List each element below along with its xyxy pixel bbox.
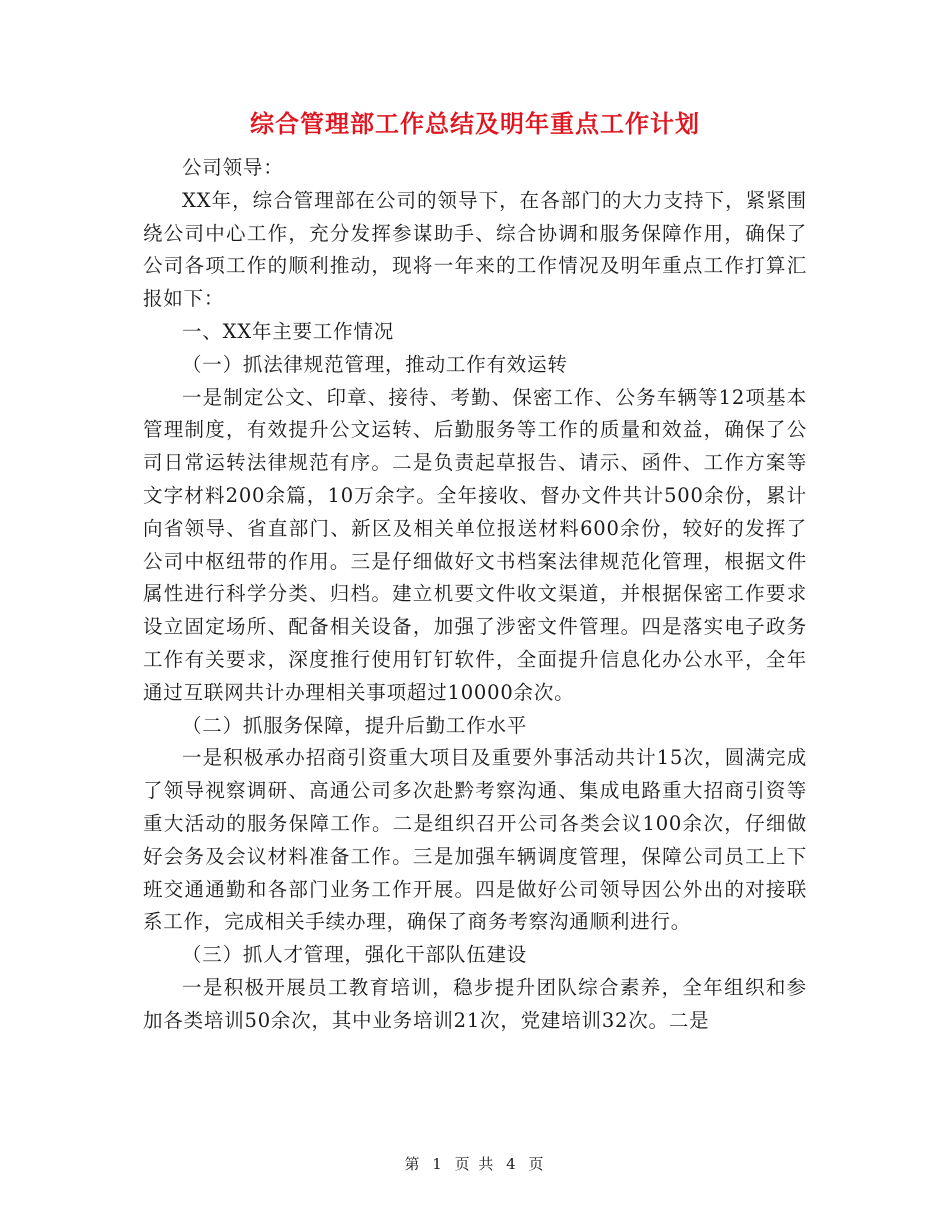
subsection-heading-2: （二）抓服务保障，提升后勤工作水平 — [182, 713, 528, 737]
section-heading: 一、XX年主要工作情况 — [182, 319, 395, 343]
salutation: 公司领导： — [182, 156, 284, 179]
document-title: 综合管理部工作总结及明年重点工作计划 — [250, 109, 700, 138]
footer-suffix: 页 — [528, 1155, 546, 1173]
subsection-heading-3: （三）抓人才管理，强化干部队伍建设 — [182, 943, 528, 967]
footer-prefix: 第 — [404, 1155, 422, 1173]
subsection-heading-1: （一）抓法律规范管理，推动工作有效运转 — [182, 352, 568, 376]
current-page-number: 1 — [432, 1155, 444, 1173]
intro-paragraph: XX年，综合管理部在公司的领导下，在各部门的大力支持下，紧紧围绕公司中心工作，充分发挥参谋助手、综合协调和服务保障作用，确保了公司各项工作的顺利推动，现将一年来的工作情况及明年重点工作打算汇报如下： — [143, 188, 807, 311]
total-pages-number: 4 — [506, 1155, 518, 1173]
subsection-paragraph-2: 一是积极承办招商引资重大项目及重要外事活动共计15次，圆满完成了领导视察调研、高通公司多次赴黔考察沟通、集成电路重大招商引资等重大活动的服务保障工作。二是组织召开公司各类会议100余次，仔细做好会务及会议材料准备工作。三是加强车辆调度管理，保障公司员工上下班交通通勤和各部门业务工作开展。四是做好公司领导因公外出的对接联系工作，完成相关手续办理，确保了商务考察沟通顺利进行。 — [143, 746, 807, 934]
footer-middle: 页 共 — [454, 1155, 496, 1173]
document-body — [143, 152, 807, 1038]
subsection-paragraph-1: 一是制定公文、印章、接待、考勤、保密工作、公务车辆等12项基本管理制度，有效提升公文运转、后勤服务等工作的质量和效益，确保了公司日常运转法律规范有序。二是负责起草报告、请示、函件、工作方案等文字材料200余篇，10万余字。全年接收、督办文件共计500余份，累计向省领导、省直部门、新区及相关单位报送材料600余份，较好的发挥了公司中枢纽带的作用。三是仔细做好文书档案法律规范化管理，根据文件属性进行科学分类、归档。建立机要文件收文渠道，并根据保密工作要求设立固定场所、配备相关设备，加强了涉密文件管理。四是落实电子政务工作有关要求，深度推行使用钉钉软件，全面提升信息化办公水平，全年通过互联网共计办理相关事项超过10000余次。 — [143, 385, 807, 704]
subsection-paragraph-3: 一是积极开展员工教育培训，稳步提升团队综合素养，全年组织和参加各类培训50余次，其中业务培训21次，党建培训32次。二是 — [143, 975, 807, 1032]
page-footer — [0, 1152, 950, 1176]
